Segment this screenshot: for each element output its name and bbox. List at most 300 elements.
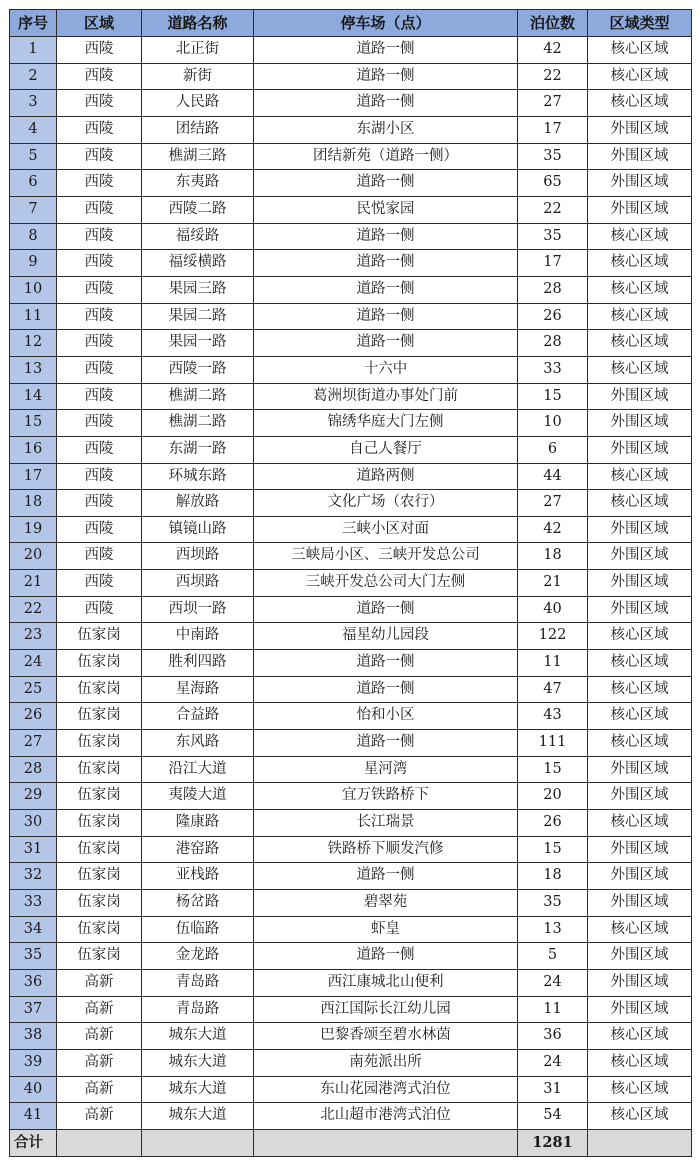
road-name-cell: 樵湖三路: [142, 143, 254, 170]
district-cell: 西陵: [57, 436, 142, 463]
district-cell: 伍家岗: [57, 623, 142, 650]
berth-count-cell: 35: [518, 223, 588, 250]
district-cell: 西陵: [57, 516, 142, 543]
berth-count-cell: 17: [518, 250, 588, 277]
table-row: [10, 196, 692, 223]
table-row: [10, 596, 692, 623]
berth-count-cell: 11: [518, 996, 588, 1023]
road-name-cell: 环城东路: [142, 463, 254, 490]
row-index: 38: [10, 1023, 57, 1050]
row-index: 29: [10, 783, 57, 810]
berth-count-cell: 54: [518, 1103, 588, 1130]
row-index: 15: [10, 410, 57, 437]
parking-lot-cell: 北山超市港湾式泊位: [254, 1103, 518, 1130]
parking-lot-cell: 福星幼儿园段: [254, 623, 518, 650]
berth-count-cell: 33: [518, 356, 588, 383]
berth-count-cell: 13: [518, 916, 588, 943]
area-type-cell: 外围区域: [588, 836, 692, 863]
road-name-cell: 东夷路: [142, 170, 254, 197]
row-index: 9: [10, 250, 57, 277]
row-index: 35: [10, 943, 57, 970]
district-cell: 西陵: [57, 410, 142, 437]
parking-lot-cell: 道路一侧: [254, 170, 518, 197]
area-type-cell: 核心区域: [588, 1049, 692, 1076]
district-cell: 高新: [57, 996, 142, 1023]
parking-lot-cell: 道路一侧: [254, 650, 518, 677]
parking-lot-cell: 道路一侧: [254, 223, 518, 250]
parking-lot-cell: 三峡开发总公司大门左侧: [254, 570, 518, 597]
row-index: 18: [10, 490, 57, 517]
berth-count-cell: 36: [518, 1023, 588, 1050]
parking-lot-cell: 自己人餐厅: [254, 436, 518, 463]
total-empty-cell: [142, 1129, 254, 1156]
district-cell: 西陵: [57, 303, 142, 330]
parking-lot-cell: 长江瑞景: [254, 810, 518, 837]
district-cell: 西陵: [57, 90, 142, 117]
berth-count-cell: 35: [518, 890, 588, 917]
row-index: 31: [10, 836, 57, 863]
parking-lot-cell: 三峡小区对面: [254, 516, 518, 543]
district-cell: 伍家岗: [57, 703, 142, 730]
district-cell: 西陵: [57, 116, 142, 143]
total-berth-count: 1281: [518, 1129, 588, 1156]
area-type-cell: 外围区域: [588, 863, 692, 890]
berth-count-cell: 15: [518, 383, 588, 410]
parking-lot-cell: 道路一侧: [254, 250, 518, 277]
table-row: [10, 303, 692, 330]
table-row: [10, 890, 692, 917]
berth-count-cell: 40: [518, 596, 588, 623]
total-empty-cell: [588, 1129, 692, 1156]
district-cell: 西陵: [57, 170, 142, 197]
district-cell: 西陵: [57, 570, 142, 597]
berth-count-cell: 122: [518, 623, 588, 650]
table-row: [10, 969, 692, 996]
road-name-cell: 西坝路: [142, 543, 254, 570]
total-row: [10, 1129, 692, 1156]
row-index: 41: [10, 1103, 57, 1130]
berth-count-cell: 21: [518, 570, 588, 597]
table-row: [10, 143, 692, 170]
berth-count-cell: 15: [518, 836, 588, 863]
berth-count-cell: 42: [518, 516, 588, 543]
berth-count-cell: 43: [518, 703, 588, 730]
district-cell: 伍家岗: [57, 863, 142, 890]
area-type-cell: 外围区域: [588, 756, 692, 783]
area-type-cell: 核心区域: [588, 703, 692, 730]
table-row: [10, 730, 692, 757]
header-index: 序号: [10, 10, 57, 37]
table-row: [10, 276, 692, 303]
road-name-cell: 解放路: [142, 490, 254, 517]
road-name-cell: 金龙路: [142, 943, 254, 970]
district-cell: 西陵: [57, 490, 142, 517]
area-type-cell: 核心区域: [588, 490, 692, 517]
area-type-cell: 外围区域: [588, 570, 692, 597]
district-cell: 西陵: [57, 543, 142, 570]
district-cell: 西陵: [57, 63, 142, 90]
road-name-cell: 杨岔路: [142, 890, 254, 917]
berth-count-cell: 24: [518, 969, 588, 996]
row-index: 4: [10, 116, 57, 143]
row-index: 34: [10, 916, 57, 943]
district-cell: 伍家岗: [57, 676, 142, 703]
area-type-cell: 核心区域: [588, 916, 692, 943]
berth-count-cell: 18: [518, 863, 588, 890]
table-row: [10, 330, 692, 357]
table-row: [10, 37, 692, 64]
berth-count-cell: 44: [518, 463, 588, 490]
area-type-cell: 外围区域: [588, 383, 692, 410]
parking-lot-cell: 道路两侧: [254, 463, 518, 490]
road-name-cell: 隆康路: [142, 810, 254, 837]
road-name-cell: 城东大道: [142, 1049, 254, 1076]
table-row: [10, 543, 692, 570]
row-index: 13: [10, 356, 57, 383]
table-row: [10, 410, 692, 437]
row-index: 28: [10, 756, 57, 783]
row-index: 1: [10, 37, 57, 64]
road-name-cell: 城东大道: [142, 1023, 254, 1050]
table-row: [10, 170, 692, 197]
berth-count-cell: 65: [518, 170, 588, 197]
row-index: 40: [10, 1076, 57, 1103]
district-cell: 高新: [57, 1049, 142, 1076]
header-row: [10, 10, 692, 37]
area-type-cell: 核心区域: [588, 650, 692, 677]
area-type-cell: 核心区域: [588, 623, 692, 650]
parking-lot-cell: 碧翠苑: [254, 890, 518, 917]
district-cell: 西陵: [57, 356, 142, 383]
parking-lot-cell: 锦绣华庭大门左侧: [254, 410, 518, 437]
area-type-cell: 核心区域: [588, 1103, 692, 1130]
road-name-cell: 西坝一路: [142, 596, 254, 623]
parking-lot-cell: 民悦家园: [254, 196, 518, 223]
parking-lot-cell: 道路一侧: [254, 330, 518, 357]
district-cell: 伍家岗: [57, 650, 142, 677]
header-district: 区域: [57, 10, 142, 37]
table-row: [10, 356, 692, 383]
road-name-cell: 中南路: [142, 623, 254, 650]
district-cell: 西陵: [57, 250, 142, 277]
row-index: 21: [10, 570, 57, 597]
row-index: 30: [10, 810, 57, 837]
table-row: [10, 783, 692, 810]
district-cell: 西陵: [57, 37, 142, 64]
area-type-cell: 外围区域: [588, 516, 692, 543]
berth-count-cell: 26: [518, 303, 588, 330]
table-row: [10, 810, 692, 837]
parking-lot-cell: 西江康城北山便利: [254, 969, 518, 996]
district-cell: 西陵: [57, 330, 142, 357]
area-type-cell: 核心区域: [588, 676, 692, 703]
road-name-cell: 沿江大道: [142, 756, 254, 783]
row-index: 20: [10, 543, 57, 570]
row-index: 36: [10, 969, 57, 996]
road-name-cell: 合益路: [142, 703, 254, 730]
district-cell: 西陵: [57, 383, 142, 410]
parking-lot-cell: 南苑派出所: [254, 1049, 518, 1076]
area-type-cell: 核心区域: [588, 303, 692, 330]
berth-count-cell: 5: [518, 943, 588, 970]
road-name-cell: 果园一路: [142, 330, 254, 357]
berth-count-cell: 47: [518, 676, 588, 703]
area-type-cell: 外围区域: [588, 410, 692, 437]
road-name-cell: 伍临路: [142, 916, 254, 943]
road-name-cell: 东风路: [142, 730, 254, 757]
berth-count-cell: 111: [518, 730, 588, 757]
area-type-cell: 核心区域: [588, 37, 692, 64]
road-name-cell: 新街: [142, 63, 254, 90]
table-row: [10, 703, 692, 730]
area-type-cell: 核心区域: [588, 90, 692, 117]
table-row: [10, 676, 692, 703]
parking-lot-cell: 宜万铁路桥下: [254, 783, 518, 810]
table-row: [10, 863, 692, 890]
table-row: [10, 1023, 692, 1050]
berth-count-cell: 6: [518, 436, 588, 463]
parking-lot-cell: 道路一侧: [254, 90, 518, 117]
table-row: [10, 116, 692, 143]
berth-count-cell: 10: [518, 410, 588, 437]
area-type-cell: 核心区域: [588, 1076, 692, 1103]
total-label: 合计: [10, 1129, 57, 1156]
berth-count-cell: 24: [518, 1049, 588, 1076]
parking-lot-cell: 道路一侧: [254, 730, 518, 757]
district-cell: 伍家岗: [57, 943, 142, 970]
table-row: [10, 916, 692, 943]
berth-count-cell: 11: [518, 650, 588, 677]
area-type-cell: 外围区域: [588, 969, 692, 996]
parking-lot-cell: 道路一侧: [254, 863, 518, 890]
table-row: [10, 490, 692, 517]
parking-lot-cell: 东山花园港湾式泊位: [254, 1076, 518, 1103]
table-row: [10, 1049, 692, 1076]
district-cell: 西陵: [57, 196, 142, 223]
parking-lot-cell: 文化广场（农行）: [254, 490, 518, 517]
berth-count-cell: 27: [518, 490, 588, 517]
area-type-cell: 外围区域: [588, 436, 692, 463]
district-cell: 高新: [57, 1103, 142, 1130]
road-name-cell: 西陵二路: [142, 196, 254, 223]
table-body: [10, 37, 692, 1130]
table-row: [10, 516, 692, 543]
row-index: 6: [10, 170, 57, 197]
district-cell: 伍家岗: [57, 810, 142, 837]
parking-lot-cell: 葛洲坝街道办事处门前: [254, 383, 518, 410]
area-type-cell: 外围区域: [588, 170, 692, 197]
district-cell: 高新: [57, 1076, 142, 1103]
row-index: 17: [10, 463, 57, 490]
road-name-cell: 夷陵大道: [142, 783, 254, 810]
road-name-cell: 城东大道: [142, 1076, 254, 1103]
area-type-cell: 核心区域: [588, 223, 692, 250]
row-index: 37: [10, 996, 57, 1023]
area-type-cell: 核心区域: [588, 276, 692, 303]
parking-lot-cell: 西江国际长江幼儿园: [254, 996, 518, 1023]
total-empty-cell: [57, 1129, 142, 1156]
area-type-cell: 核心区域: [588, 250, 692, 277]
table-row: [10, 943, 692, 970]
area-type-cell: 核心区域: [588, 810, 692, 837]
parking-lot-cell: 道路一侧: [254, 943, 518, 970]
road-name-cell: 樵湖二路: [142, 383, 254, 410]
row-index: 39: [10, 1049, 57, 1076]
area-type-cell: 核心区域: [588, 1023, 692, 1050]
header-berth-count: 泊位数: [518, 10, 588, 37]
row-index: 5: [10, 143, 57, 170]
road-name-cell: 城东大道: [142, 1103, 254, 1130]
row-index: 14: [10, 383, 57, 410]
table-row: [10, 463, 692, 490]
berth-count-cell: 20: [518, 783, 588, 810]
berth-count-cell: 26: [518, 810, 588, 837]
district-cell: 伍家岗: [57, 836, 142, 863]
berth-count-cell: 22: [518, 63, 588, 90]
parking-lot-cell: 道路一侧: [254, 276, 518, 303]
table-row: [10, 1076, 692, 1103]
berth-count-cell: 17: [518, 116, 588, 143]
road-name-cell: 西陵一路: [142, 356, 254, 383]
area-type-cell: 外围区域: [588, 596, 692, 623]
area-type-cell: 外围区域: [588, 143, 692, 170]
road-name-cell: 胜利四路: [142, 650, 254, 677]
row-index: 3: [10, 90, 57, 117]
area-type-cell: 外围区域: [588, 996, 692, 1023]
berth-count-cell: 28: [518, 276, 588, 303]
district-cell: 西陵: [57, 223, 142, 250]
area-type-cell: 外围区域: [588, 943, 692, 970]
road-name-cell: 福绥路: [142, 223, 254, 250]
row-index: 2: [10, 63, 57, 90]
road-name-cell: 青岛路: [142, 969, 254, 996]
table-row: [10, 650, 692, 677]
berth-count-cell: 42: [518, 37, 588, 64]
district-cell: 伍家岗: [57, 916, 142, 943]
road-name-cell: 北正街: [142, 37, 254, 64]
road-name-cell: 青岛路: [142, 996, 254, 1023]
parking-lot-cell: 星河湾: [254, 756, 518, 783]
road-name-cell: 东湖一路: [142, 436, 254, 463]
road-name-cell: 人民路: [142, 90, 254, 117]
row-index: 19: [10, 516, 57, 543]
berth-count-cell: 35: [518, 143, 588, 170]
berth-count-cell: 15: [518, 756, 588, 783]
parking-lot-cell: 铁路桥下顺发汽修: [254, 836, 518, 863]
parking-lot-cell: 巴黎香颂至碧水林茵: [254, 1023, 518, 1050]
district-cell: 西陵: [57, 463, 142, 490]
parking-lot-cell: 十六中: [254, 356, 518, 383]
header-area-type: 区域类型: [588, 10, 692, 37]
road-name-cell: 果园二路: [142, 303, 254, 330]
parking-lot-cell: 道路一侧: [254, 303, 518, 330]
district-cell: 西陵: [57, 143, 142, 170]
road-name-cell: 亚栈路: [142, 863, 254, 890]
road-name-cell: 星海路: [142, 676, 254, 703]
district-cell: 西陵: [57, 596, 142, 623]
row-index: 23: [10, 623, 57, 650]
road-name-cell: 镇镜山路: [142, 516, 254, 543]
parking-lot-cell: 道路一侧: [254, 37, 518, 64]
row-index: 11: [10, 303, 57, 330]
berth-count-cell: 27: [518, 90, 588, 117]
district-cell: 高新: [57, 969, 142, 996]
parking-lot-cell: 道路一侧: [254, 676, 518, 703]
road-name-cell: 团结路: [142, 116, 254, 143]
table-row: [10, 756, 692, 783]
district-cell: 高新: [57, 1023, 142, 1050]
row-index: 7: [10, 196, 57, 223]
table-row: [10, 436, 692, 463]
table-row: [10, 223, 692, 250]
road-name-cell: 福绥横路: [142, 250, 254, 277]
row-index: 22: [10, 596, 57, 623]
district-cell: 西陵: [57, 276, 142, 303]
row-index: 8: [10, 223, 57, 250]
road-name-cell: 樵湖二路: [142, 410, 254, 437]
table-row: [10, 383, 692, 410]
parking-lot-cell: 东湖小区: [254, 116, 518, 143]
area-type-cell: 外围区域: [588, 890, 692, 917]
area-type-cell: 核心区域: [588, 356, 692, 383]
table-row: [10, 1103, 692, 1130]
district-cell: 伍家岗: [57, 730, 142, 757]
row-index: 32: [10, 863, 57, 890]
area-type-cell: 外围区域: [588, 543, 692, 570]
row-index: 27: [10, 730, 57, 757]
header-road-name: 道路名称: [142, 10, 254, 37]
road-name-cell: 西坝路: [142, 570, 254, 597]
berth-count-cell: 22: [518, 196, 588, 223]
row-index: 33: [10, 890, 57, 917]
parking-table: [9, 9, 692, 1157]
district-cell: 伍家岗: [57, 756, 142, 783]
area-type-cell: 核心区域: [588, 330, 692, 357]
parking-lot-cell: 怡和小区: [254, 703, 518, 730]
area-type-cell: 核心区域: [588, 63, 692, 90]
road-name-cell: 果园三路: [142, 276, 254, 303]
row-index: 10: [10, 276, 57, 303]
row-index: 25: [10, 676, 57, 703]
area-type-cell: 核心区域: [588, 463, 692, 490]
table-row: [10, 250, 692, 277]
table-row: [10, 836, 692, 863]
parking-lot-cell: 团结新苑（道路一侧）: [254, 143, 518, 170]
header-parking-lot: 停车场（点）: [254, 10, 518, 37]
area-type-cell: 外围区域: [588, 116, 692, 143]
berth-count-cell: 31: [518, 1076, 588, 1103]
road-name-cell: 港窑路: [142, 836, 254, 863]
parking-lot-cell: 道路一侧: [254, 63, 518, 90]
total-empty-cell: [254, 1129, 518, 1156]
row-index: 12: [10, 330, 57, 357]
table-row: [10, 90, 692, 117]
area-type-cell: 核心区域: [588, 730, 692, 757]
district-cell: 伍家岗: [57, 890, 142, 917]
table-row: [10, 570, 692, 597]
parking-lot-cell: 道路一侧: [254, 596, 518, 623]
table-row: [10, 623, 692, 650]
area-type-cell: 外围区域: [588, 196, 692, 223]
row-index: 16: [10, 436, 57, 463]
table-row: [10, 996, 692, 1023]
table-row: [10, 63, 692, 90]
berth-count-cell: 28: [518, 330, 588, 357]
row-index: 26: [10, 703, 57, 730]
parking-lot-cell: 虾皇: [254, 916, 518, 943]
parking-lot-cell: 三峡局小区、三峡开发总公司: [254, 543, 518, 570]
area-type-cell: 外围区域: [588, 783, 692, 810]
